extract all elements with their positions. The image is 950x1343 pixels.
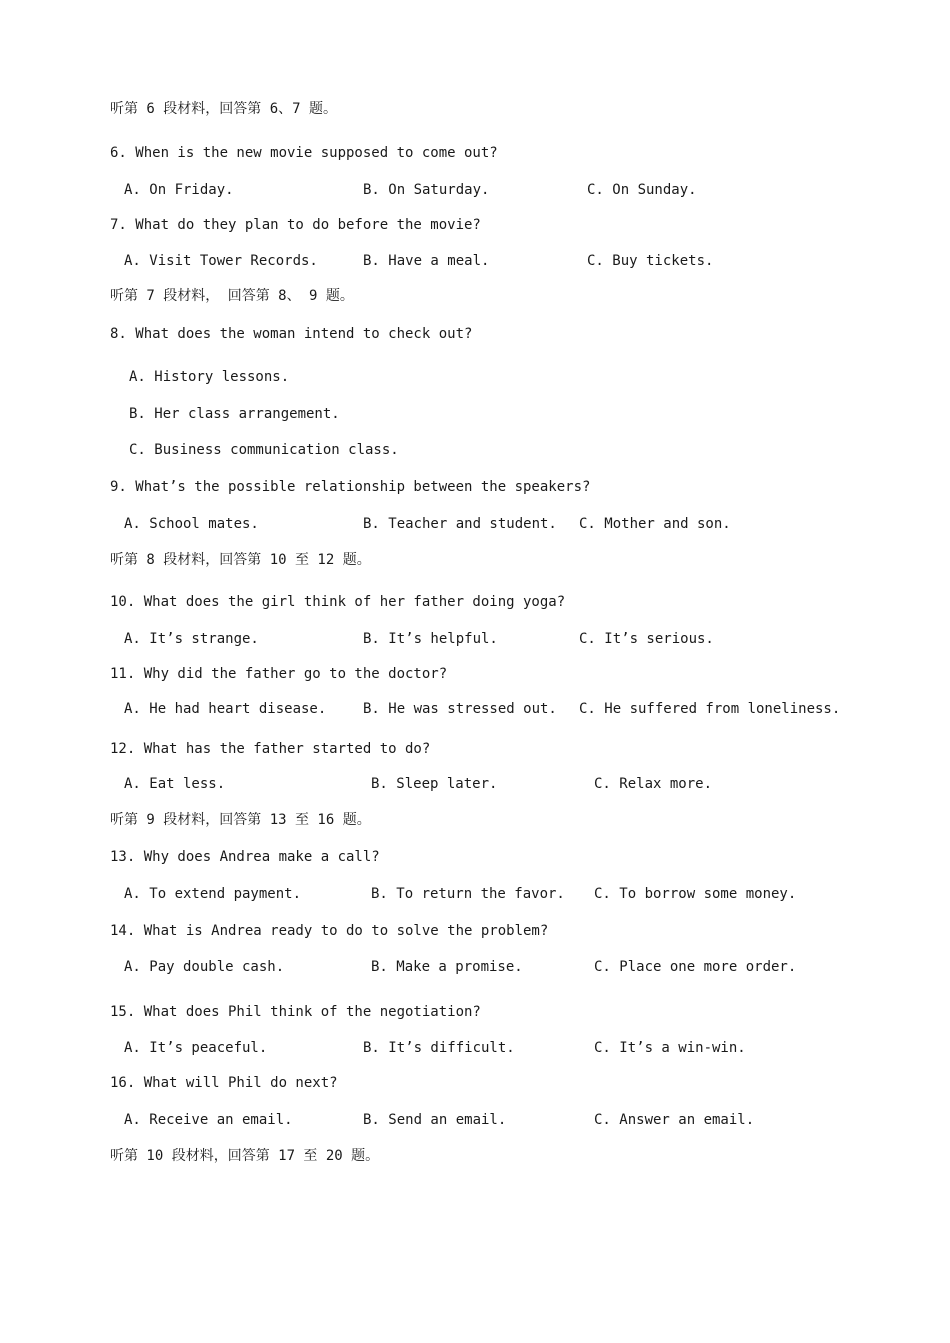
question-8-stem: 8. What does the woman intend to check out?: [110, 326, 473, 342]
question-6-option-c: C. On Sunday.: [587, 182, 697, 198]
question-7-option-b: B. Have a meal.: [363, 253, 490, 269]
question-12-option-a: A. Eat less.: [124, 776, 226, 792]
section-heading-10: 听第 10 段材料，回答第 17 至 20 题。: [110, 1148, 380, 1164]
question-6-option-a: A. On Friday.: [124, 182, 234, 198]
question-8-option-c: C. Business communication class.: [129, 442, 399, 458]
question-11-option-b: B. He was stressed out.: [363, 701, 557, 717]
question-7-option-a: A. Visit Tower Records.: [124, 253, 318, 269]
question-6-stem: 6. When is the new movie supposed to come out?: [110, 145, 498, 161]
question-10-stem: 10. What does the girl think of her father doing yoga?: [110, 594, 566, 610]
section-heading-7: 听第 7 段材料， 回答第 8、 9 题。: [110, 288, 354, 304]
question-15-option-c: C. It’s a win-win.: [594, 1040, 746, 1056]
section-heading-9: 听第 9 段材料，回答第 13 至 16 题。: [110, 812, 371, 828]
section-heading-6: 听第 6 段材料，回答第 6、7 题。: [110, 101, 338, 117]
question-13-option-b: B. To return the favor.: [371, 886, 565, 902]
question-9-option-b: B. Teacher and student.: [363, 516, 557, 532]
question-16-option-c: C. Answer an email.: [594, 1112, 755, 1128]
question-8-option-b: B. Her class arrangement.: [129, 406, 340, 422]
question-16-option-b: B. Send an email.: [363, 1112, 507, 1128]
question-12-option-c: C. Relax more.: [594, 776, 713, 792]
question-13-option-a: A. To extend payment.: [124, 886, 302, 902]
section-heading-8: 听第 8 段材料，回答第 10 至 12 题。: [110, 552, 371, 568]
question-12-option-b: B. Sleep later.: [371, 776, 498, 792]
question-10-option-b: B. It’s helpful.: [363, 631, 498, 647]
question-14-option-c: C. Place one more order.: [594, 959, 797, 975]
question-8-option-a: A. History lessons.: [129, 369, 290, 385]
question-15-option-a: A. It’s peaceful.: [124, 1040, 268, 1056]
question-15-option-b: B. It’s difficult.: [363, 1040, 515, 1056]
question-9-option-c: C. Mother and son.: [579, 516, 731, 532]
question-11-option-a: A. He had heart disease.: [124, 701, 327, 717]
question-10-option-c: C. It’s serious.: [579, 631, 714, 647]
question-14-option-b: B. Make a promise.: [371, 959, 523, 975]
question-11-stem: 11. Why did the father go to the doctor?: [110, 666, 448, 682]
question-12-stem: 12. What has the father started to do?: [110, 741, 431, 757]
question-16-option-a: A. Receive an email.: [124, 1112, 293, 1128]
question-14-option-a: A. Pay double cash.: [124, 959, 285, 975]
question-13-option-c: C. To borrow some money.: [594, 886, 797, 902]
question-9-stem: 9. What’s the possible relationship between the speakers?: [110, 479, 591, 495]
question-16-stem: 16. What will Phil do next?: [110, 1075, 338, 1091]
question-6-option-b: B. On Saturday.: [363, 182, 490, 198]
question-10-option-a: A. It’s strange.: [124, 631, 259, 647]
question-14-stem: 14. What is Andrea ready to do to solve the problem?: [110, 923, 549, 939]
question-7-stem: 7. What do they plan to do before the movie?: [110, 217, 481, 233]
question-11-option-c: C. He suffered from loneliness.: [579, 701, 841, 717]
question-13-stem: 13. Why does Andrea make a call?: [110, 849, 380, 865]
question-15-stem: 15. What does Phil think of the negotiation?: [110, 1004, 481, 1020]
question-7-option-c: C. Buy tickets.: [587, 253, 714, 269]
question-9-option-a: A. School mates.: [124, 516, 259, 532]
